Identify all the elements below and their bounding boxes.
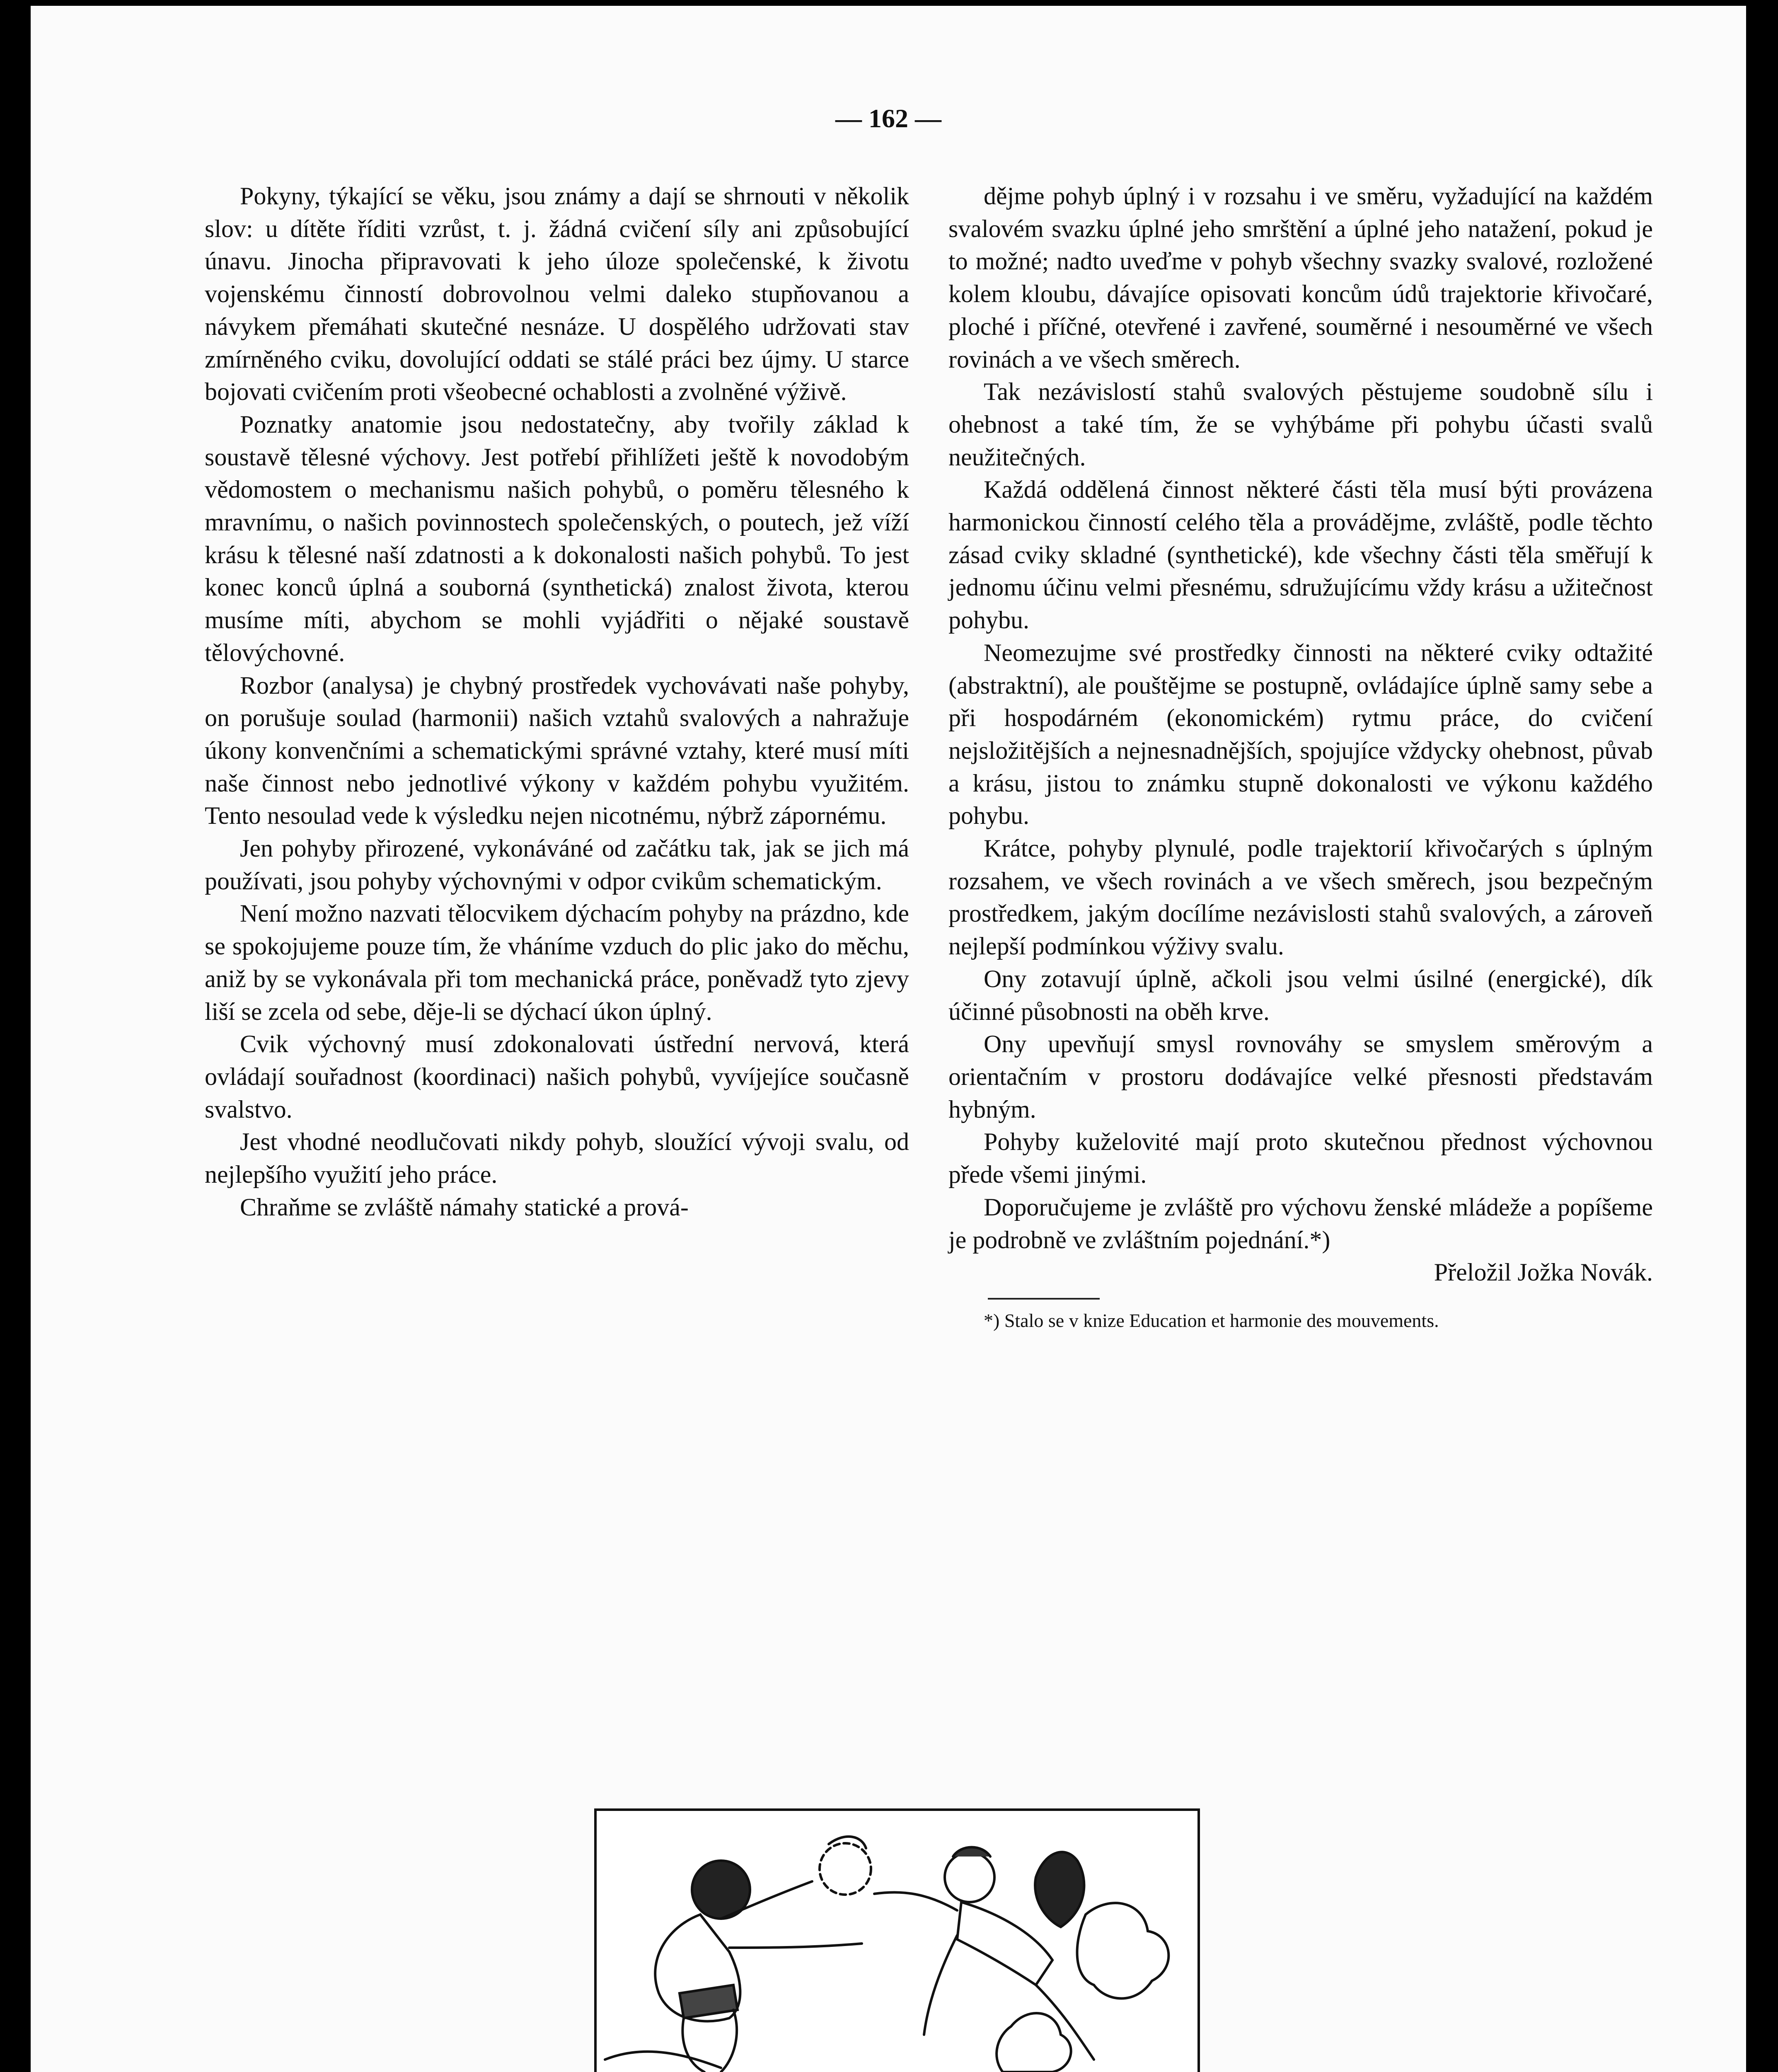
paragraph: Jen pohyby přirozené, vykonáváné od začátku tak, jak se jich má používati, jsou pohyby výchovnými v odpor cvikům schematickým. bbox=[205, 835, 909, 895]
page bbox=[31, 6, 1746, 2072]
paragraph: Cvik výchovný musí zdokonalovati ústřední nervová, která ovládají souřadnost (koordinaci) našich pohybů, vyvíjejíce současně svalstvo. bbox=[205, 1030, 909, 1123]
right-column bbox=[948, 180, 1653, 1333]
paragraph: Poznatky anatomie jsou nedostatečny, aby tvořily základ k soustavě tělesné výchovy. Jest potřebí přihlížeti ještě k novodobým vědomostem o mechanismu našich pohybů, o poměru tělesného k mravnímu, o našich povinnostech společenských, o poutech, jež víží krásu k tělesné naší zdatnosti a k dokonalosti našich pohybů. To jest konec konců úplná a souborná (synthetická) znalost života, kterou musíme míti, abychom se mohli vyjádřiti o nějaké soustavě tělovýchovné. bbox=[205, 410, 909, 666]
paragraph: Není možno nazvati tělocvikem dýchacím pohyby na prázdno, kde se spokojujeme pouze tím, že vháníme vzduch do plic jako do měchu, aniž by se vykonávala při tom mechanická práce, poněvadž tyto zjevy liší se zcela od sebe, děje-li se dýchací úkon úplný. bbox=[205, 900, 909, 1025]
paragraph: Krátce, pohyby plynulé, podle trajektorií křivočarých s úplným rozsahem, ve všech rovinách a ve všech směrech, jsou bezpečným prostředkem, jakým docílíme nezávislosti stahů svalových, a zároveň nejlepší podmínkou výživy svalu. bbox=[948, 835, 1653, 960]
paragraph: Tak nezávislostí stahů svalových pěstujeme soudobně sílu i ohebnost a také tím, že se vyhýbáme při pohybu účasti svalů neužitečných. bbox=[948, 378, 1653, 471]
paragraph: dějme pohyb úplný i v rozsahu i ve směru, vyžadující na každém svalovém svazku úplné jeho smrštění a úplné jeho natažení, pokud je to možné; nadto uveďme v pohyb všechny svazky svalové, rozložené kolem kloubu, dávajíce opisovati koncům údů trajektorie křivočaré, ploché i příčné, otevřené i zavřené, souměrné i nesouměrné ve všech rovinách a ve všech směrech. bbox=[948, 182, 1653, 373]
illustration bbox=[594, 1808, 1200, 2072]
left-column bbox=[205, 180, 909, 1224]
page-number: — 162 — bbox=[835, 104, 941, 133]
paragraph: Doporučujeme je zvláště pro výchovu ženské mládeže a popíšeme je podrobně ve zvláštním pojednání.*) bbox=[948, 1193, 1653, 1254]
footnote-rule bbox=[988, 1298, 1100, 1300]
paragraph: Pohyby kuželovité mají proto skutečnou přednost výchovnou přede všemi jinými. bbox=[948, 1128, 1653, 1188]
paragraph: Ony upevňují smysl rovnováhy se smyslem směrovým a orientačním v prostoru dodávajíce velké přesnosti představám hybným. bbox=[948, 1030, 1653, 1123]
paragraph: Pokyny, týkající se věku, jsou známy a dají se shrnouti v několik slov: u dítěte říditi vzrůst, t. j. žádná cvičení síly ani způsobující únavu. Jinocha připravovati k jeho úloze společenské, k životu vojenskému činností dobrovolnou velmi daleko stupňovanou a návykem přemáhati skutečné nesnáze. U dospělého udržovati stav zmírněného cviku, dovolující oddati se stálé práci bez újmy. U starce bojovati cvičením proti všeobecné ochablosti a zvolněné výživě. bbox=[205, 182, 909, 406]
paragraph: Ony zotavují úplně, ačkoli jsou velmi úsilné (energické), dík účinné působnosti na oběh krve. bbox=[948, 965, 1653, 1025]
footnote: *) Stalo se v knize Education et harmonie des mouvements. bbox=[984, 1310, 1439, 1331]
paragraph: Neomezujme své prostředky činnosti na některé cviky odtažité (abstraktní), ale pouštějme se postupně, ovládajíce úplně samy sebe a při hospodárném (ekonomickém) rytmu práce, do cvičení nejsložitějších a nejnesnadnějších, spojujíce vždycky ohebnost, půvab a krásu, jistou to známku stupně dokonalosti ve výkonu každého pohybu. bbox=[948, 639, 1653, 830]
paragraph: Chraňme se zvláště námahy statické a prová- bbox=[240, 1193, 689, 1221]
paragraph: Každá oddělená činnost některé části těla musí býti provázena harmonickou činností celého těla a prováděјme, zvláště, podle těchto zásad cviky skladné (synthetické), kde všechny části těla směřují k jednomu účinu velmi přesnému, sdružujícímu vždy krásu a užitečnost pohybu. bbox=[948, 476, 1653, 634]
paragraph: Jest vhodné neodlučovati nikdy pohyb, sloužící vývoji svalu, od nejlepšího využití jeho práce. bbox=[205, 1128, 909, 1188]
paragraph: Rozbor (analysa) je chybný prostředek vychovávati naše pohyby, on porušuje soulad (harmonii) našich vztahů svalových a nahražuje úkony konvenčními a schematickými správné vztahy, které musí míti naše činnost nebo jednotlivé výkony v každém pohybu využitém. Tento nesoulad vede k výsledku nejen nicotnému, nýbrž zápornému. bbox=[205, 671, 909, 830]
illustration-drawing bbox=[597, 1811, 1197, 2072]
translator-signature: Přeložil Jožka Novák. bbox=[1434, 1259, 1653, 1286]
